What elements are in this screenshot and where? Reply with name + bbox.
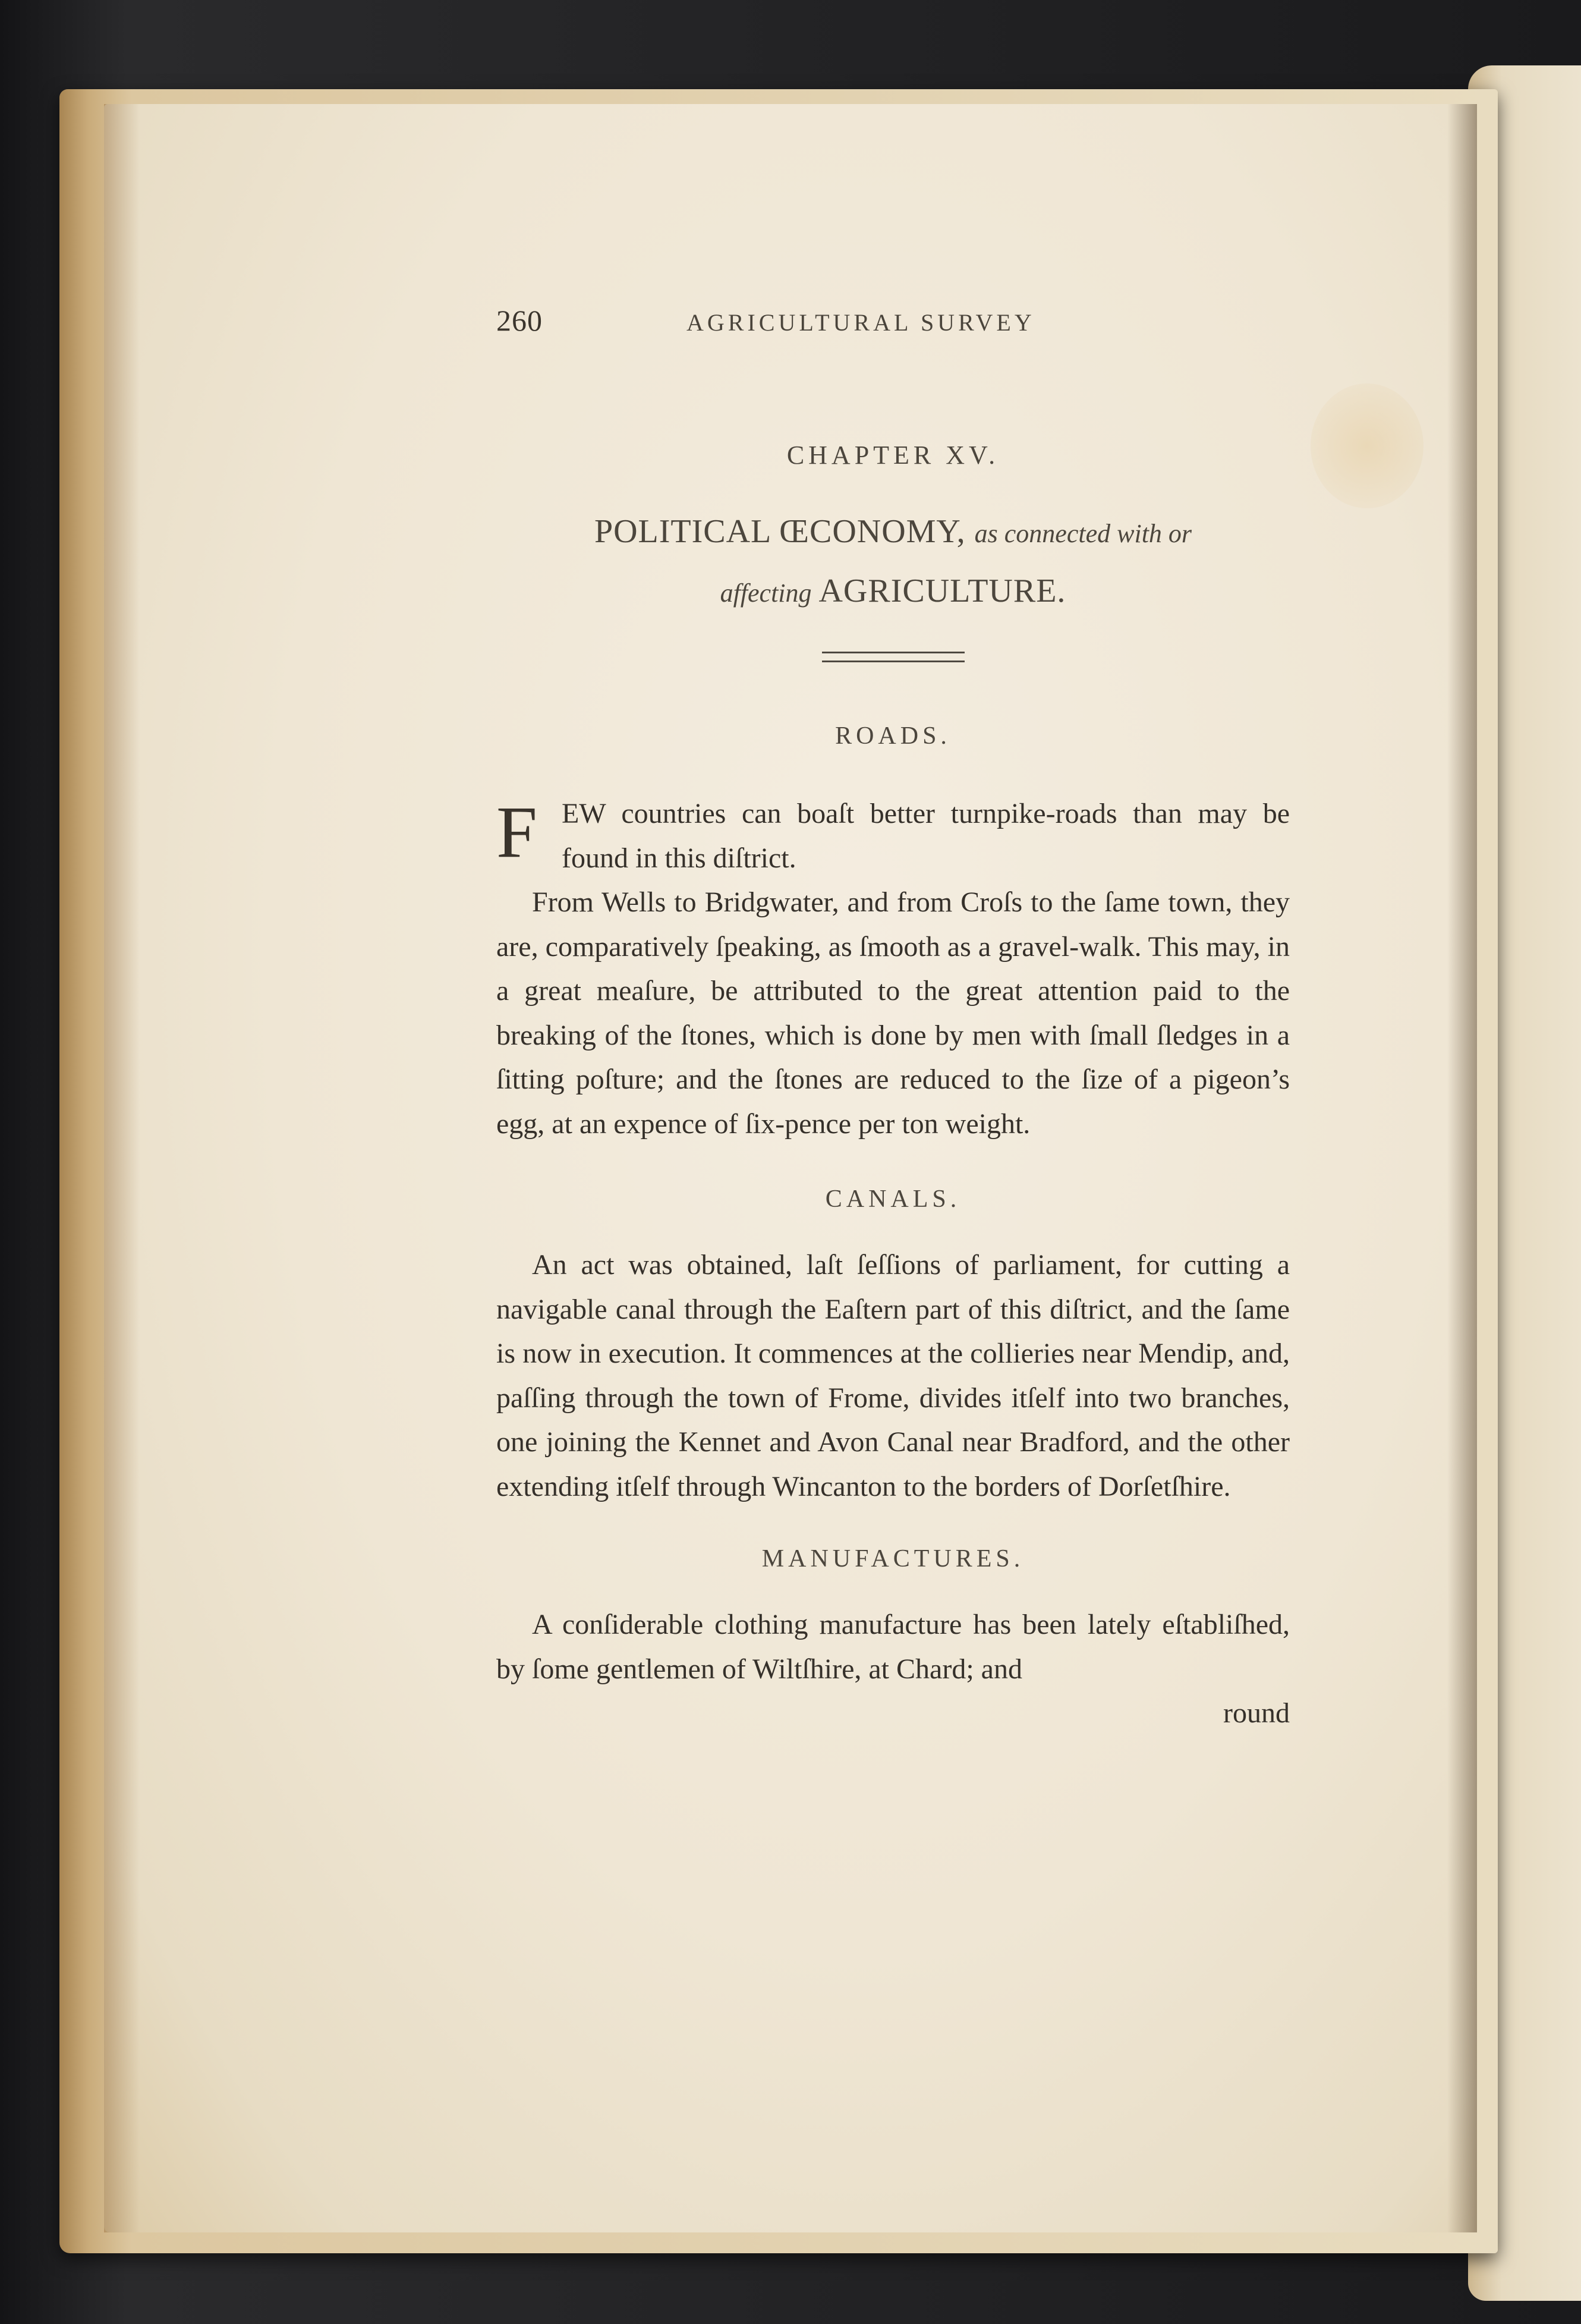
spine-shadow [1447, 104, 1477, 2232]
running-title: AGRICULTURAL SURVEY [686, 309, 1035, 336]
roads-paragraph-1-text: EW countries can boaſt better turnpike-roads than may be found in this diſtrict. [562, 798, 1290, 874]
chapter-heading: CHAPTER XV. [786, 441, 1000, 470]
text-block [496, 303, 1290, 1736]
section-heading-roads: ROADS. [835, 722, 951, 750]
canals-paragraph-1: An act was obtained, laſt ſeſſions of parliament, for cutting a navigable canal through the Eaſtern part of this diſtrict, and the ſame is now in execution. It commences at the collieries near Mendip, and, paſſing through the town of Frome, divides itſelf into two branches, one joining the Kennet and Avon Canal near Bradford, and the other extending itſelf through Wincanton to the borders of Dorſetſhire. [496, 1249, 1290, 1502]
chapter-title-italic1: as connected with or [974, 519, 1192, 548]
section-heading-canals: CANALS. [825, 1185, 961, 1213]
running-head [496, 303, 1290, 351]
double-rule-divider [822, 652, 965, 662]
paper-stain [1311, 383, 1423, 508]
roads-paragraph-2: From Wells to Bridgwater, and from Croſs to the ſame town, they are, comparatively ſpeaking, as ſmooth as a gravel-walk. This may, in a great meaſure, be attributed to the great attention paid to the breaking of the ſtones, which is done by men with ſmall ſledges in a ſitting poſture; and the ſtones are reduced to the ſize of a pigeon’s egg, at an expence of ſix-pence per ton weight. [496, 886, 1290, 1140]
manufactures-paragraph-1: A conſiderable clothing manufacture has been lately eſtabliſhed, by ſome gentlemen of Wiltſhire, at Chard; and [496, 1609, 1290, 1685]
roads-paragraph-1 [496, 792, 1290, 880]
chapter-title-part1: POLITICAL ŒCONOMY, [594, 513, 966, 550]
page-number: 260 [496, 304, 543, 337]
spacer [496, 1213, 1290, 1243]
spacer [496, 1573, 1290, 1603]
chapter-title [496, 503, 1290, 622]
chapter-title-italic2: affecting [720, 578, 812, 608]
page-edge-shading [104, 104, 140, 2232]
chapter-title-part2: AGRICULTURE. [818, 573, 1066, 609]
drop-cap: F [496, 791, 537, 873]
section-heading-manufactures: MANUFACTURES. [761, 1545, 1025, 1573]
catchword: round [1223, 1697, 1290, 1729]
